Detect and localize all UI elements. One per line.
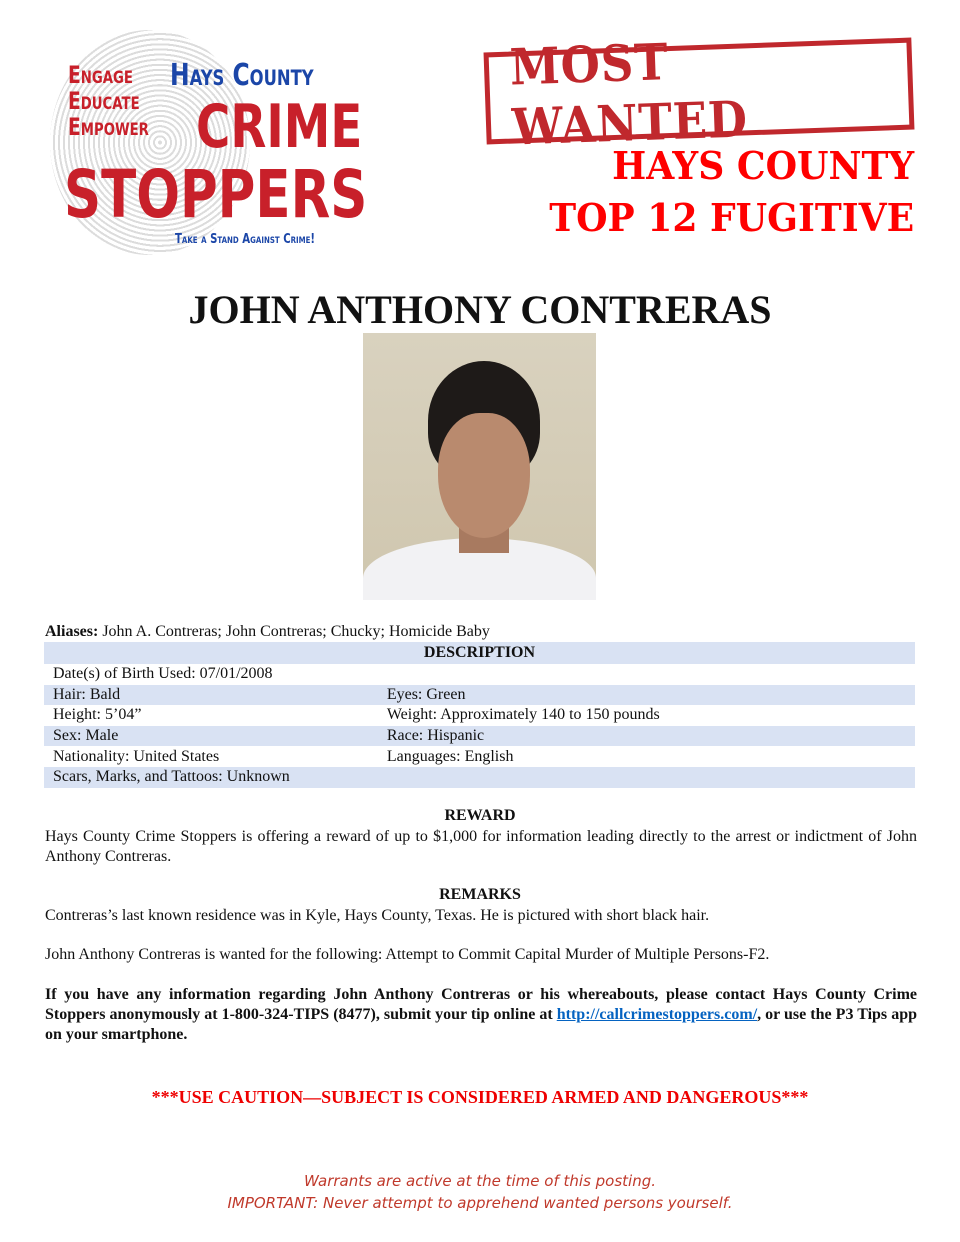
languages: Languages: English: [386, 747, 514, 765]
logo-educate: Educate: [68, 87, 140, 115]
description-header: DESCRIPTION: [44, 642, 915, 664]
dob: Date(s) of Birth Used: 07/01/2008: [53, 665, 273, 683]
logo-slogan: [68, 62, 149, 140]
aliases-label: Aliases:: [45, 623, 99, 640]
caution-warning: ***USE CAUTION—SUBJECT IS CONSIDERED ARMED AND DANGEROUS***: [151, 1087, 809, 1107]
contact-text-post: , or use the P3 Tips app on your smartphone.: [45, 1006, 917, 1043]
footer-important: IMPORTANT: Never attempt to apprehend wanted persons yourself.: [227, 1194, 733, 1212]
hair: Hair: Bald: [44, 685, 378, 706]
weight: Weight: Approximately 140 to 150 pounds: [386, 706, 660, 724]
fugitive-name: JOHN ANTHONY CONTRERAS: [188, 287, 772, 332]
aliases-value: John A. Contreras; John Contreras; Chucky; Homicide Baby: [98, 623, 490, 640]
header-line1: HAYS COUNTY: [611, 143, 914, 188]
remarks-residence: Contreras’s last known residence was in Kyle, Hays County, Texas. He is pictured with short black hair.: [45, 907, 710, 924]
contact-text-pre: If you have any information regarding John Anthony Contreras or his whereabouts, please contact Hays County Crime Stoppers anonymously at 1-800-324-TIPS (8477), submit your tip online at: [45, 986, 917, 1023]
logo-tagline: Take a Stand Against Crime!: [175, 232, 316, 247]
eyes: Eyes: Green: [378, 685, 915, 706]
remarks-charges: John Anthony Contreras is wanted for the following: Attempt to Commit Capital Murder of Multiple Persons-F2.: [45, 946, 770, 963]
logo-crime: CRIME: [196, 92, 363, 162]
logo-empower: Empower: [68, 113, 149, 141]
footer-warrants: Warrants are active at the time of this posting.: [303, 1172, 657, 1190]
header-line2: TOP 12 FUGITIVE: [549, 195, 914, 240]
logo-hays-county: Hays County: [170, 58, 314, 93]
reward-heading: REWARD: [444, 807, 516, 824]
race: Race: Hispanic: [378, 726, 915, 747]
tip-link[interactable]: http://callcrimestoppers.com/: [556, 1006, 758, 1023]
header-title: [549, 140, 914, 244]
fugitive-photo: [363, 333, 596, 600]
logo-engage: Engage: [68, 61, 133, 89]
reward-text: Hays County Crime Stoppers is offering a reward of up to $1,000 for information leading directly to the arrest or indictment of John Anthony Contreras.: [45, 828, 917, 865]
scars: Scars, Marks, and Tattoos: Unknown: [44, 767, 915, 788]
nationality: Nationality: United States: [53, 747, 220, 765]
most-wanted-stamp: [484, 32, 915, 157]
stamp-text: MOST WANTED: [508, 32, 749, 157]
aliases: [45, 623, 490, 641]
height: Height: 5’04”: [53, 706, 142, 724]
contact-info: [45, 985, 917, 1045]
sex: Sex: Male: [44, 726, 378, 747]
logo-stoppers: STOPPERS: [64, 156, 368, 233]
description-table: [44, 642, 915, 788]
remarks-heading: REMARKS: [439, 886, 521, 903]
